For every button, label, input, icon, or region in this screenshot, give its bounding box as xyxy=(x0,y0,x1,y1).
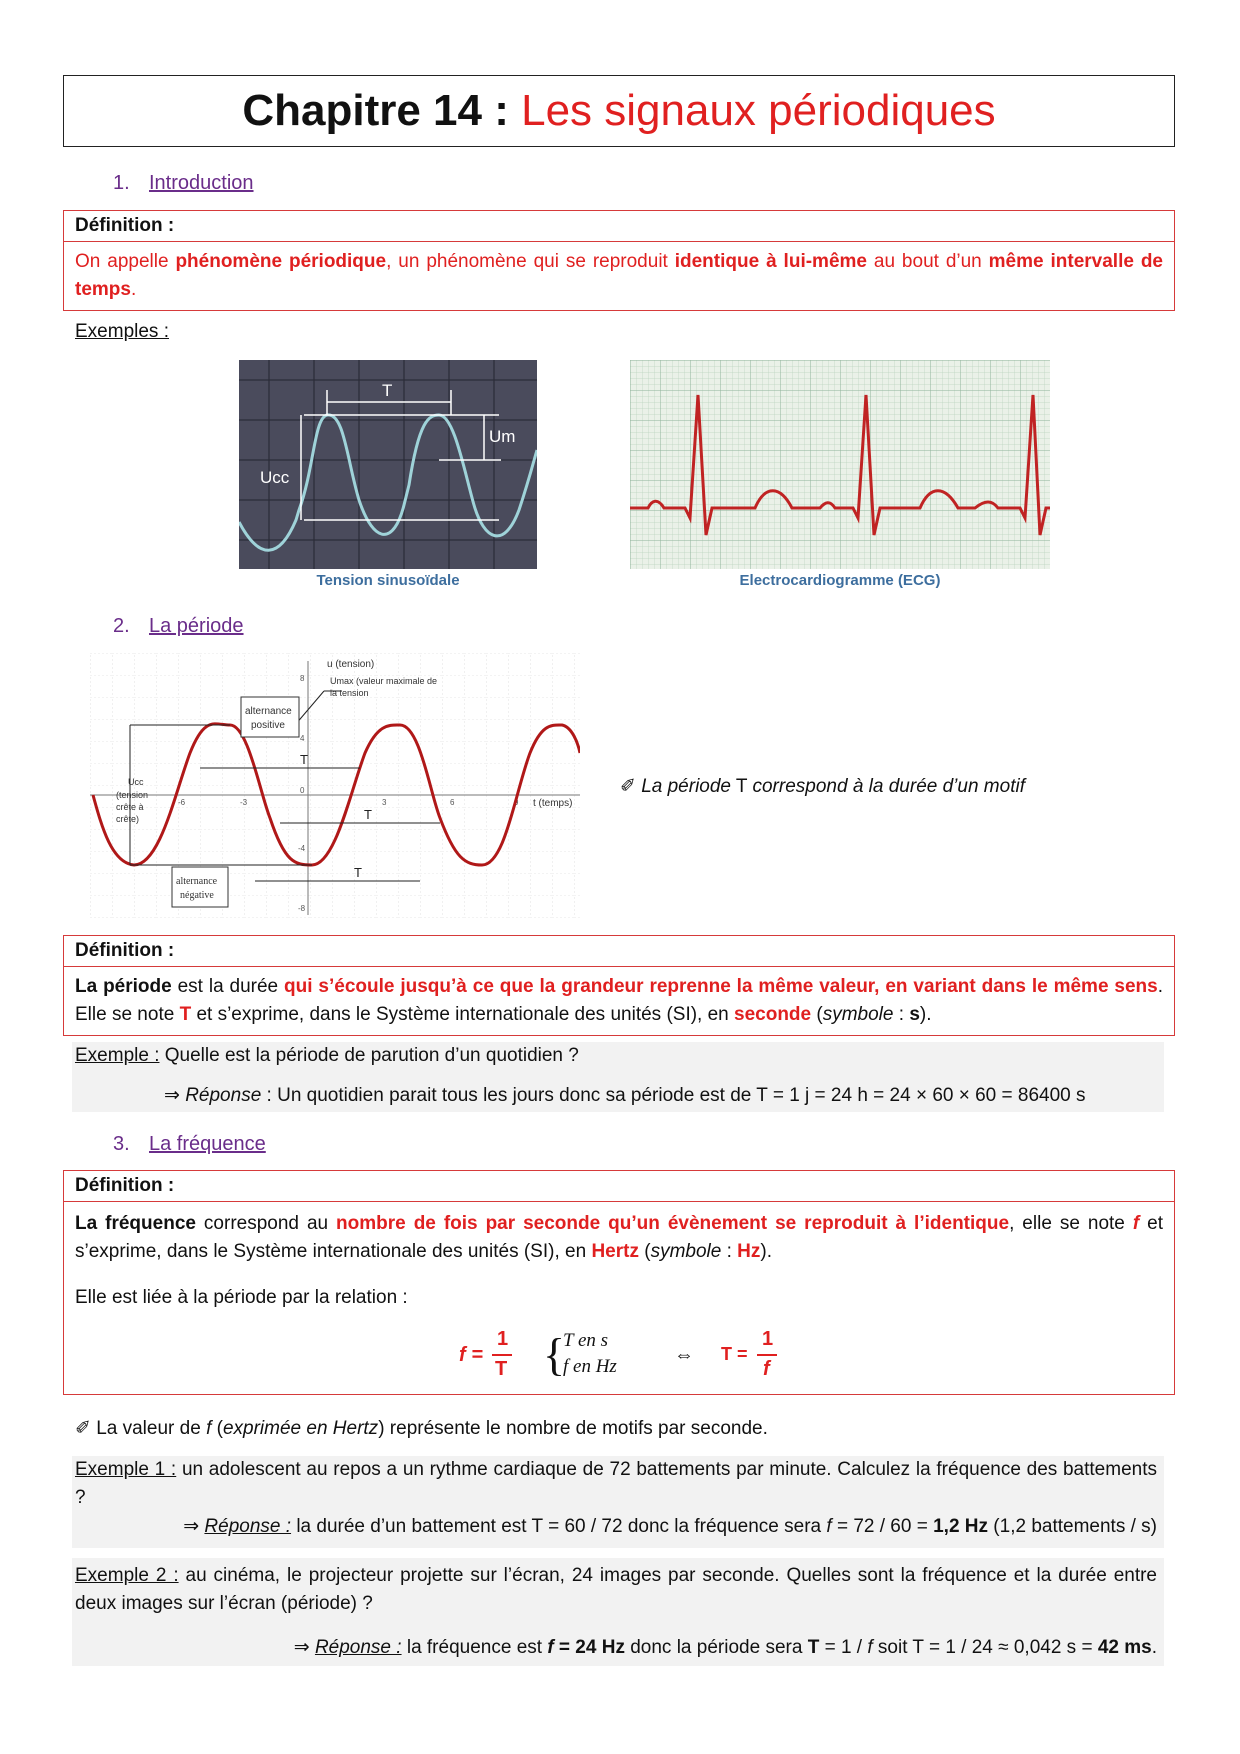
examples-label: Exemples : xyxy=(75,321,169,342)
period-label-T1: T xyxy=(300,752,308,767)
tick-m4: -4 xyxy=(298,844,306,853)
section-label[interactable]: Introduction xyxy=(149,172,254,194)
caption-ecg: Electrocardiogramme (ECG) xyxy=(739,572,941,589)
relation-text: Elle est liée à la période par la relation : xyxy=(75,1287,408,1308)
definition-heading: Définition : xyxy=(64,1171,1174,1202)
period-label-T2: T xyxy=(364,807,372,822)
section-introduction xyxy=(113,172,254,195)
frequence-note: ✐ La valeur de f (exprimée en Hertz) représente le nombre de motifs par seconde. xyxy=(75,1418,768,1439)
sinusoid-oscilloscope-image xyxy=(239,360,537,569)
page-title xyxy=(63,75,1175,147)
tick-4: 4 xyxy=(300,734,305,743)
label-Ucc: Ucc xyxy=(260,468,290,487)
frequency-formula: f = 1 T { T en s f en Hz ⇔ T = 1 f xyxy=(459,1326,819,1388)
definition-heading: Définition : xyxy=(64,936,1174,967)
definition-heading: Définition : xyxy=(64,211,1174,242)
definition-body: On appelle phénomène périodique, un phénomène qui se reproduit identique à lui-même au bout d’un même intervalle de temps. xyxy=(75,251,1163,300)
ucc-label-4: crête) xyxy=(116,814,140,824)
tick-m8: -8 xyxy=(298,904,306,913)
ucc-label-3: crête à xyxy=(116,802,144,812)
x-axis-label: t (temps) xyxy=(533,798,573,809)
caption-tension-sinusoidale: Tension sinusoïdale xyxy=(316,572,460,589)
label-Um: Um xyxy=(489,427,516,446)
alt-pos-label-2: positive xyxy=(251,720,285,731)
implies-arrow-icon: ⇒ xyxy=(183,1516,200,1537)
hand-arrow-icon: ✐ xyxy=(620,776,636,797)
hand-arrow-icon: ✐ xyxy=(75,1418,91,1439)
umax-label-2: la tension xyxy=(330,688,369,698)
period-graph xyxy=(90,653,580,918)
ucc-label-1: Ucc xyxy=(128,777,144,787)
ecg-image xyxy=(630,360,1050,569)
alt-neg-label-1: alternance xyxy=(176,876,218,887)
example-2-block: Exemple 2 : au cinéma, le projecteur projette sur l’écran, 24 images par seconde. Quelles sont la fréquence et la durée entre deux images sur l’écran (période) ? ⇒ Réponse : la fréquence est f = 24 Hz donc la période sera T = 1 / f soit T = 1 / 24 ≈ 0,042 s = 42 ms. xyxy=(72,1558,1164,1666)
period-label-T3: T xyxy=(354,865,362,880)
tick-x6: 6 xyxy=(450,798,455,807)
section-label[interactable]: La fréquence xyxy=(149,1133,266,1155)
example-periode-block: Exemple : Quelle est la période de parution d’un quotidien ? ⇒ Réponse : Un quotidien parait tous les jours donc sa période est de T = 1 j = 24 h = 24 × 60 × 60 = 86400 s xyxy=(72,1042,1164,1112)
definition-box-phenomene xyxy=(63,210,1175,311)
section-frequence xyxy=(113,1133,266,1156)
tick-x3: 3 xyxy=(382,798,387,807)
ucc-label-2: (tension xyxy=(116,790,149,800)
section-periode xyxy=(113,615,244,638)
definition-body: La fréquence correspond au nombre de fois par seconde qu’un évènement se reproduit à l’identique, elle se note f et s’exprime, dans le Système internationale des unités (SI), en Hertz (symbole : Hz). xyxy=(75,1213,1163,1262)
definition-box-frequence xyxy=(63,1170,1175,1395)
definition-box-periode xyxy=(63,935,1175,1036)
section-number: 2. xyxy=(113,615,130,637)
tick-8: 8 xyxy=(300,674,305,683)
alt-neg-label-2: négative xyxy=(180,890,214,901)
implies-arrow-icon: ⇒ xyxy=(293,1637,310,1658)
tick-xm3: -3 xyxy=(240,798,248,807)
y-axis-label: u (tension) xyxy=(327,659,375,670)
umax-label-1: Umax (valeur maximale de xyxy=(330,676,438,686)
label-T: T xyxy=(382,381,393,400)
tick-0: 0 xyxy=(300,786,305,795)
definition-body: La période est la durée qui s’écoule jusqu’à ce que la grandeur reprenne la même valeur, en variant dans le même sens. Elle se note T et s’exprime, dans le Système internationale des unités (SI), en seconde (symbole : s). xyxy=(75,976,1164,1025)
section-label[interactable]: La période xyxy=(149,615,244,637)
tick-xm6: -6 xyxy=(178,798,186,807)
section-number: 3. xyxy=(113,1133,130,1155)
title-prefix: Chapitre 14 : xyxy=(242,86,522,135)
alt-pos-label-1: alternance xyxy=(245,706,292,717)
section-number: 1. xyxy=(113,172,130,194)
periode-note: ✐ La période T correspond à la durée d’un motif xyxy=(620,776,1025,797)
implies-arrow-icon: ⇒ xyxy=(164,1085,180,1106)
tick-x9: 9 xyxy=(514,798,519,807)
equivalence-icon: ⇔ xyxy=(674,1344,694,1366)
example-1-block: Exemple 1 : un adolescent au repos a un rythme cardiaque de 72 battements par minute. Calculez la fréquence des battements ? ⇒ Réponse : la durée d’un battement est T = 60 / 72 donc la fréquence sera f = 72 / 60 = 1,2 Hz (1,2 battements / s) xyxy=(72,1456,1164,1548)
title-main: Les signaux périodiques xyxy=(521,86,996,135)
